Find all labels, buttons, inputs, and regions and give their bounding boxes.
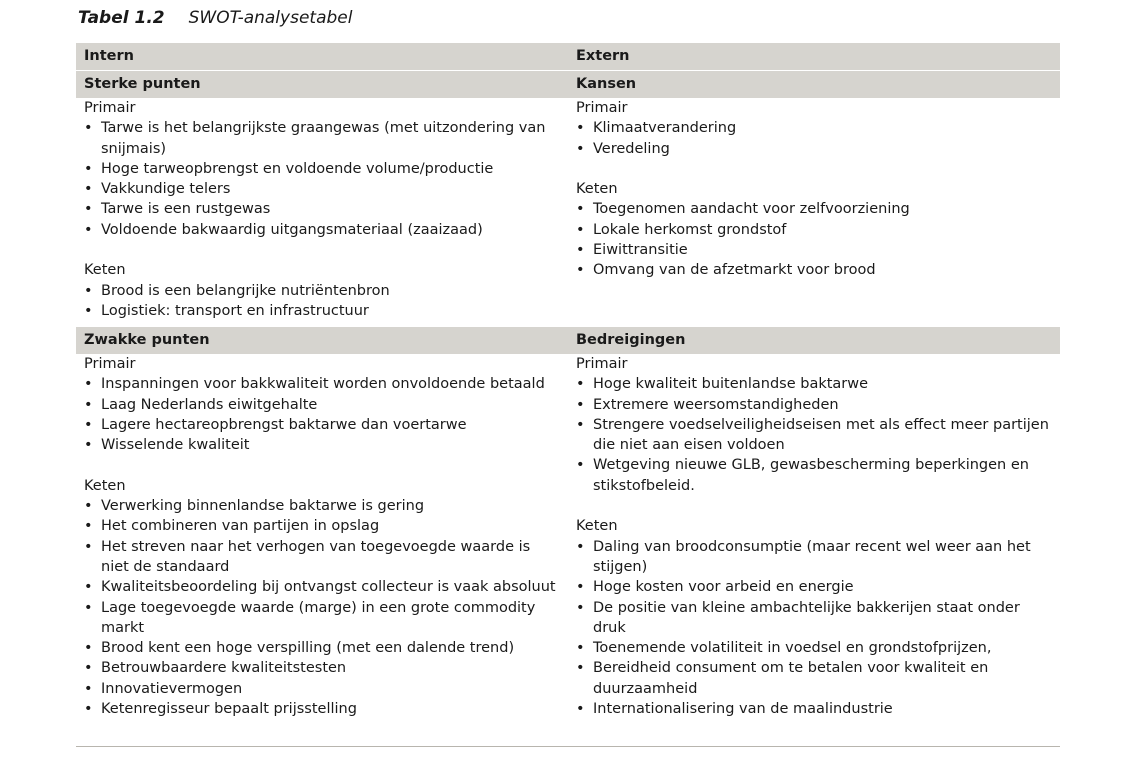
section-label: Primair	[576, 100, 628, 116]
list-item: • Logistiek: transport en infrastructuur	[84, 301, 560, 321]
list-item: • Extremere weersomstandigheden	[576, 395, 1052, 415]
list-item: • Hoge kwaliteit buitenlandse baktarwe	[576, 374, 1052, 394]
list-item: • Toenemende volatiliteit in voedsel en grondstofprijzen,	[576, 638, 1052, 658]
quadrant-sterke-punten	[76, 98, 568, 327]
list-item: • Het streven naar het verhogen van toegevoegde waarde is niet de standaard	[84, 537, 560, 578]
list-item: • Daling van broodconsumptie (maar recent wel weer aan het stijgen)	[576, 537, 1052, 578]
bullet-list	[576, 199, 1052, 280]
body-row-strengths-opportunities	[76, 98, 1060, 327]
section-primair	[576, 354, 1052, 496]
section-label: Keten	[84, 262, 126, 279]
list-item: • Het combineren van partijen in opslag	[84, 516, 560, 536]
table-number: Tabel 1.2	[78, 8, 165, 28]
list-item: • Veredeling	[576, 139, 1052, 159]
list-item: • Voldoende bakwaardig uitgangsmateriaal (zaaizaad)	[84, 220, 560, 240]
table-bottom-rule	[76, 746, 1060, 747]
list-item: • Bereidheid consument om te betalen voor kwaliteit en duurzaamheid	[576, 658, 1052, 699]
list-item: • Internationalisering van de maalindustrie	[576, 699, 1052, 719]
section-label: Primair	[84, 356, 136, 372]
list-item: • Brood is een belangrijke nutriëntenbron	[84, 281, 560, 301]
section-keten	[84, 260, 560, 321]
header-sterke-punten: Sterke punten	[84, 76, 201, 92]
table-title: SWOT-analysetabel	[188, 8, 353, 28]
list-item: • Innovatievermogen	[84, 679, 560, 699]
list-item: • Eiwittransitie	[576, 240, 1052, 260]
section-primair	[84, 98, 560, 240]
list-item: • De positie van kleine ambachtelijke bakkerijen staat onder druk	[576, 598, 1052, 639]
list-item: • Hoge kosten voor arbeid en energie	[576, 577, 1052, 597]
list-item: • Brood kent een hoge verspilling (met een dalende trend)	[84, 638, 560, 658]
bullet-list	[576, 374, 1052, 496]
quadrant-kansen	[568, 98, 1060, 327]
section-keten	[576, 179, 1052, 280]
list-item: • Omvang van de afzetmarkt voor brood	[576, 260, 1052, 280]
header-zwakke-punten: Zwakke punten	[84, 332, 210, 348]
list-item: • Lage toegevoegde waarde (marge) in een grote commodity markt	[84, 598, 560, 639]
section-keten	[84, 476, 560, 720]
body-row-weaknesses-threats	[76, 354, 1060, 746]
list-item: • Hoge tarweopbrengst en voldoende volume/productie	[84, 159, 560, 179]
header-bedreigingen: Bedreigingen	[576, 332, 686, 348]
header-row-strengths-opportunities	[76, 70, 1060, 98]
bullet-list	[576, 118, 1052, 159]
section-keten	[576, 516, 1052, 719]
section-primair	[84, 354, 560, 455]
list-item: • Verwerking binnenlandse baktarwe is gering	[84, 496, 560, 516]
section-label: Keten	[84, 477, 126, 494]
section-label: Keten	[576, 518, 618, 535]
header-extern: Extern	[576, 48, 630, 64]
list-item: • Laag Nederlands eiwitgehalte	[84, 395, 560, 415]
section-label: Primair	[84, 100, 136, 116]
header-row-intern-extern	[76, 43, 1060, 70]
header-row-weaknesses-threats	[76, 327, 1060, 354]
header-intern: Intern	[84, 48, 134, 64]
table-caption	[78, 6, 352, 30]
list-item: • Klimaatverandering	[576, 118, 1052, 138]
bullet-list	[84, 496, 560, 719]
section-label: Primair	[576, 356, 628, 372]
list-item: • Tarwe is een rustgewas	[84, 199, 560, 219]
bullet-list	[84, 118, 560, 240]
list-item: • Vakkundige telers	[84, 179, 560, 199]
swot-table	[76, 43, 1060, 746]
list-item: • Tarwe is het belangrijkste graangewas (met uitzondering van snijmais)	[84, 118, 560, 159]
bullet-list	[84, 374, 560, 455]
list-item: • Inspanningen voor bakkwaliteit worden onvoldoende betaald	[84, 374, 560, 394]
list-item: • Lokale herkomst grondstof	[576, 220, 1052, 240]
bullet-list	[576, 537, 1052, 720]
section-label: Keten	[576, 181, 618, 198]
header-kansen: Kansen	[576, 76, 637, 92]
list-item: • Kwaliteitsbeoordeling bij ontvangst collecteur is vaak absoluut	[84, 577, 560, 597]
list-item: • Wetgeving nieuwe GLB, gewasbescherming beperkingen en stikstofbeleid.	[576, 455, 1052, 496]
list-item: • Strengere voedselveiligheidseisen met als effect meer partijen die niet aan eisen voldoen	[576, 415, 1052, 456]
bullet-list	[84, 281, 560, 322]
list-item: • Betrouwbaardere kwaliteitstesten	[84, 658, 560, 678]
quadrant-bedreigingen	[568, 354, 1060, 746]
list-item: • Toegenomen aandacht voor zelfvoorziening	[576, 199, 1052, 219]
section-primair	[576, 98, 1052, 159]
list-item: • Wisselende kwaliteit	[84, 435, 560, 455]
quadrant-zwakke-punten	[76, 354, 568, 746]
list-item: • Lagere hectareopbrengst baktarwe dan voertarwe	[84, 415, 560, 435]
list-item: • Ketenregisseur bepaalt prijsstelling	[84, 699, 560, 719]
